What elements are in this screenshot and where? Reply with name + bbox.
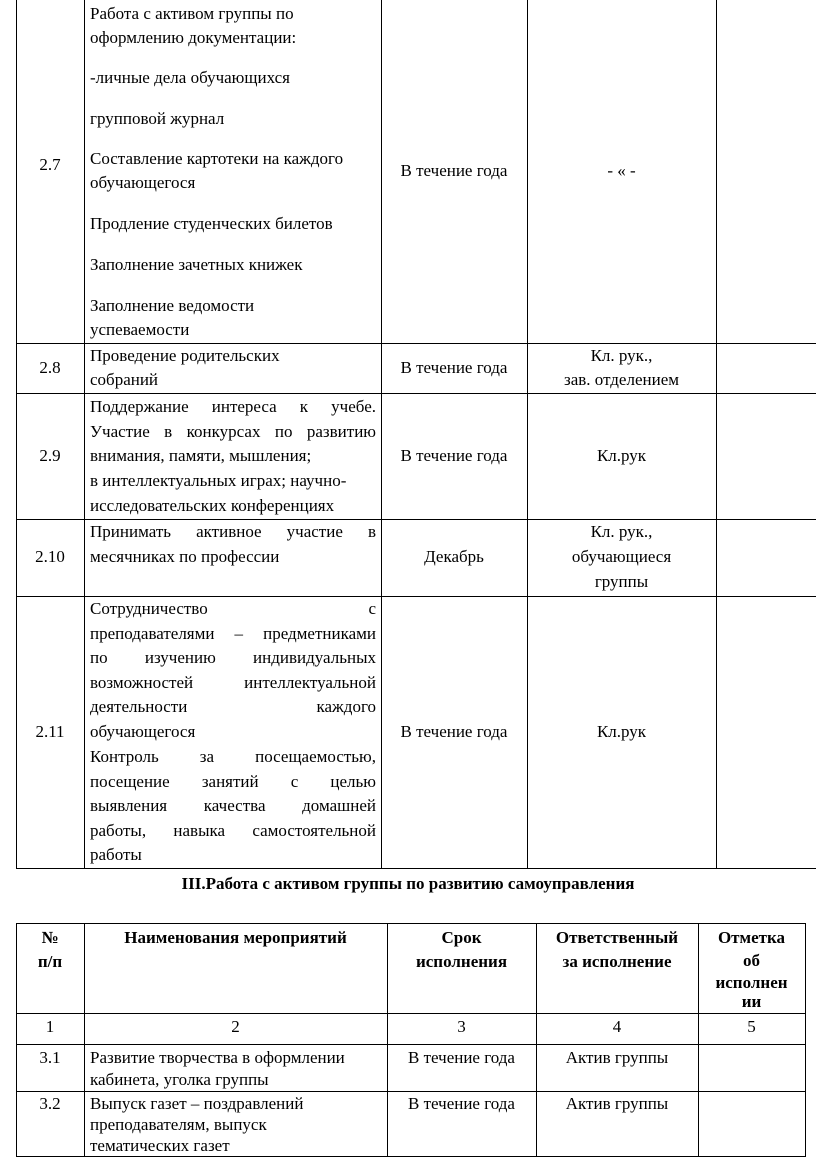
responsible-text: Кл.рук — [596, 446, 647, 465]
header-mark: Отметка — [717, 928, 786, 947]
item-paragraph — [90, 745, 376, 843]
item-text: оформлению документации: — [90, 28, 297, 47]
item-text: Контроль за посещаемостью, — [90, 747, 376, 766]
item-text: посещение занятий с целью — [90, 771, 376, 791]
item-text: Принимать активное участие в — [90, 522, 376, 541]
col-number: 2 — [231, 1017, 240, 1036]
col-number: 4 — [612, 1017, 622, 1036]
item-text: внимания, памяти, мышления; — [90, 446, 312, 465]
item-text: по изучению индивидуальных — [90, 648, 376, 667]
item-text: возможностей интеллектуальной — [90, 672, 376, 692]
header-num: № — [41, 928, 59, 947]
responsible-text: группы — [594, 572, 649, 591]
item-text: Сотрудничество с — [90, 599, 376, 618]
header-responsible: за исполнение — [562, 952, 672, 971]
item-text: Проведение родительских — [90, 346, 280, 365]
section-title: III.Работа с активом группы по развитию самоуправления — [181, 874, 635, 893]
row-number: 2.11 — [35, 722, 65, 741]
item-text: Выпуск газет – поздравлений — [90, 1094, 304, 1113]
header-term: исполнения — [415, 952, 508, 971]
item-text: выявления качества домашней — [90, 796, 376, 815]
item-paragraph — [90, 597, 376, 720]
header-num: п/п — [37, 952, 63, 971]
item-text: месячниках по профессии — [90, 547, 280, 566]
item-text: Поддержание интереса к учебе. — [90, 397, 376, 416]
item-text: Продление студенческих билетов — [90, 214, 333, 233]
row-number: 2.7 — [39, 155, 61, 174]
item-text: работы, навыка самостоятельной — [90, 820, 376, 840]
item-text: Заполнение зачетных книжек — [90, 255, 303, 274]
row-number: 2.9 — [39, 446, 61, 465]
row-number: 2.8 — [39, 358, 61, 377]
responsible-text: зав. отделением — [564, 370, 679, 389]
term-text: В течение года — [408, 1048, 515, 1067]
term-text: В течение года — [408, 1094, 515, 1113]
item-text: групповой журнал — [90, 109, 225, 128]
item-text: обучающегося — [90, 722, 196, 741]
item-text: работы — [90, 845, 142, 864]
item-text: Работа с активом группы по — [90, 4, 294, 23]
responsible-text: Кл. рук., — [590, 346, 653, 365]
item-text: -личные дела обучающихся — [90, 68, 290, 87]
col-number: 5 — [747, 1017, 756, 1036]
term-text: В течение года — [400, 722, 508, 741]
responsible-text: обучающиеся — [571, 547, 672, 566]
row-number: 3.2 — [39, 1094, 61, 1113]
header-mark: исполнен — [715, 973, 788, 992]
responsible-text: Актив группы — [565, 1048, 669, 1067]
term-text: В течение года — [400, 446, 508, 465]
term-text: В течение года — [400, 161, 508, 180]
item-text: собраний — [90, 370, 159, 389]
item-text: исследовательских конференциях — [90, 496, 335, 515]
item-text: кабинета, уголка группы — [90, 1070, 269, 1089]
header-responsible: Ответственный — [555, 928, 679, 947]
item-paragraph — [90, 395, 376, 444]
item-text: преподавателями – предметниками — [90, 623, 376, 643]
row-number: 3.1 — [39, 1048, 61, 1067]
row-number: 2.10 — [35, 547, 65, 566]
item-text: тематических газет — [90, 1136, 230, 1155]
responsible-text: - « - — [607, 161, 636, 180]
responsible-text: Актив группы — [565, 1094, 669, 1113]
item-text: преподавателям, выпуск — [90, 1115, 267, 1134]
header-mark: ии — [741, 992, 762, 1011]
item-text: Составление картотеки на каждого — [90, 149, 344, 168]
header-name: Наименования мероприятий — [124, 928, 347, 947]
item-text: деятельности каждого — [90, 697, 376, 716]
item-text: Развитие творчества в оформлении — [90, 1048, 345, 1067]
item-text: успеваемости — [90, 320, 190, 339]
item-paragraph — [90, 520, 376, 545]
responsible-text: Кл. рук., — [590, 522, 653, 541]
responsible-text: Кл.рук — [596, 722, 647, 741]
header-mark: об — [743, 951, 760, 970]
col-number: 1 — [45, 1017, 55, 1036]
term-text: В течение года — [400, 358, 508, 377]
item-text: Участие в конкурсах по развитию — [90, 421, 376, 441]
header-term: Срок — [441, 928, 482, 947]
col-number: 3 — [457, 1017, 466, 1036]
term-text: Декабрь — [424, 547, 484, 566]
item-text: Заполнение ведомости — [90, 296, 255, 315]
item-text: в интеллектуальных играх; научно- — [90, 471, 347, 490]
item-text: обучающегося — [90, 173, 196, 192]
